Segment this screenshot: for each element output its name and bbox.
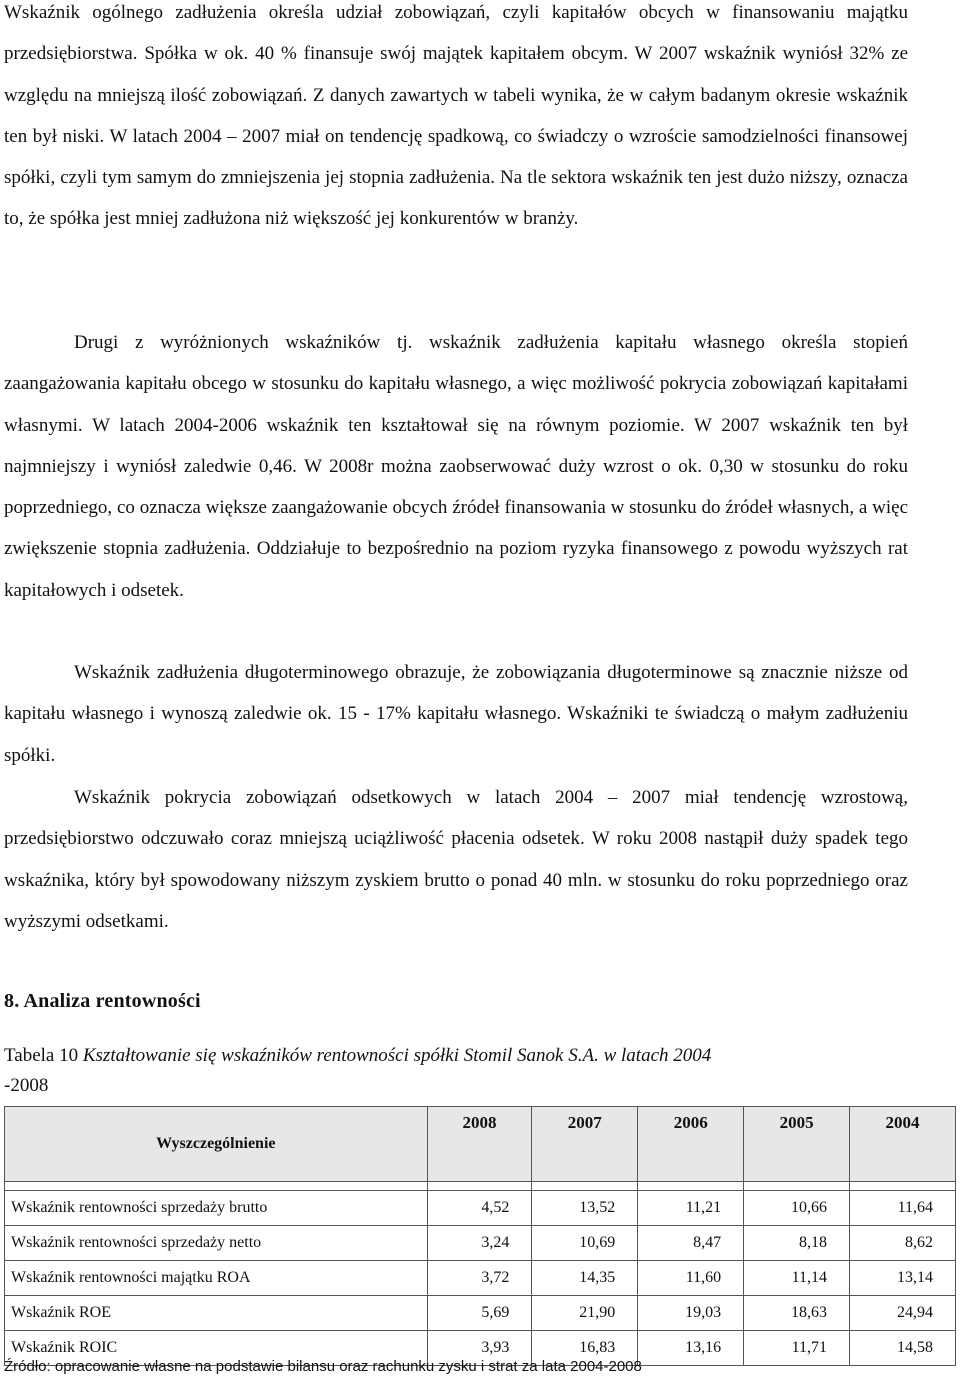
cell-value: 11,21: [638, 1191, 744, 1226]
profitability-table: [4, 1106, 956, 1366]
header-year: 2004: [850, 1107, 956, 1182]
cell-value: 4,52: [427, 1191, 532, 1226]
header-year: 2008: [427, 1107, 532, 1182]
caption-suffix: -2008: [4, 1075, 49, 1096]
paragraph-equity-debt-ratio: Drugi z wyróżnionych wskaźników tj. wskaźnik zadłużenia kapitału własnego określa stopień zaangażowania kapitału obcego w stosunku do kapitału własnego, a więc możliwość pokrycia zobowiązań kapitałami własnymi. W latach 2004-2006 wskaźnik ten kształtował się na równym poziomie. W 2007 wskaźnik ten był najmniejszy i wyniósł zaledwie 0,46. W 2008r można zaobserwować duży wzrost o ok. 0,30 w stosunku do roku poprzedniego, co oznacza większe zaangażowanie obcych źródeł finansowania w stosunku do źródeł własnych, a więc zwiększenie stopnia zadłużenia. Oddziałuje to bezpośrednio na poziom ryzyka finansowego z powodu wyższych rat kapitałowych i odsetek.: [4, 332, 908, 601]
table-header-row: [5, 1107, 956, 1182]
cell-value: 11,64: [850, 1191, 956, 1226]
cell-value: 24,94: [850, 1296, 956, 1331]
cell-value: 13,14: [850, 1261, 956, 1296]
header-year: 2006: [638, 1107, 744, 1182]
table-caption: [4, 1041, 904, 1101]
row-label: Wskaźnik rentowności majątku ROA: [5, 1261, 428, 1296]
table-row: [5, 1261, 956, 1296]
caption-prefix: Tabela 10: [4, 1045, 79, 1066]
cell-value: 8,62: [850, 1226, 956, 1261]
cell-value: 3,93: [427, 1331, 532, 1366]
cell-value: 11,14: [744, 1261, 850, 1296]
cell-value: 18,63: [744, 1296, 850, 1331]
header-year: 2005: [744, 1107, 850, 1182]
table-row: [5, 1226, 956, 1261]
table-row: [5, 1296, 956, 1331]
row-label: Wskaźnik ROIC: [5, 1331, 428, 1366]
section-title: 8. Analiza rentowności: [4, 990, 201, 1012]
cell-value: 3,24: [427, 1226, 532, 1261]
cell-value: 3,72: [427, 1261, 532, 1296]
cell-value: 5,69: [427, 1296, 532, 1331]
cell-value: 8,18: [744, 1226, 850, 1261]
cell-value: 13,52: [532, 1191, 638, 1226]
paragraph-interest-coverage: Wskaźnik pokrycia zobowiązań odsetkowych w latach 2004 – 2007 miał tendencję wzrostową, przedsiębiorstwo odczuwało coraz mniejszą uciążliwość płacenia odsetek. W roku 2008 nastąpił duży spadek tego wskaźnika, który był spowodowany niższym zyskiem brutto o ponad 40 mln. w stosunku do roku poprzedniego oraz wyższymi odsetkami.: [4, 787, 908, 932]
cell-value: 13,16: [638, 1331, 744, 1366]
paragraph-long-term-debt: Wskaźnik zadłużenia długoterminowego obrazuje, że zobowiązania długoterminowe są znacznie niższe od kapitału własnego i wynoszą zaledwie ok. 15 - 17% kapitału własnego. Wskaźniki te świadczą o małym zadłużeniu spółki.: [4, 662, 908, 766]
header-year: 2007: [532, 1107, 638, 1182]
cell-value: 14,35: [532, 1261, 638, 1296]
caption-title: Kształtowanie się wskaźników rentowności spółki Stomil Sanok S.A. w latach 2004: [82, 1045, 712, 1066]
cell-value: 16,83: [532, 1331, 638, 1366]
row-label: Wskaźnik rentowności sprzedaży netto: [5, 1226, 428, 1261]
cell-value: 14,58: [850, 1331, 956, 1366]
cell-value: 10,66: [744, 1191, 850, 1226]
table-spacer: [5, 1182, 956, 1191]
source-note: Źródło: opracowanie własne na podstawie bilansu oraz rachunku zysku i strat za lata 2004-2008: [4, 1358, 642, 1375]
cell-value: 21,90: [532, 1296, 638, 1331]
cell-value: 8,47: [638, 1226, 744, 1261]
header-label: Wyszczególnienie: [5, 1107, 428, 1182]
paragraph-debt-ratio: Wskaźnik ogólnego zadłużenia określa udział zobowiązań, czyli kapitałów obcych w finansowaniu majątku przedsiębiorstwa. Spółka w ok. 40 % finansuje swój majątek kapitałem obcym. W 2007 wskaźnik wyniósł 32% ze względu na mniejszą ilość zobowiązań. Z danych zawartych w tabeli wynika, że w całym badanym okresie wskaźnik ten był niski. W latach 2004 – 2007 miał on tendencję spadkową, co świadczy o wzroście samodzielności finansowej spółki, czyli tym samym do zmniejszenia jej stopnia zadłużenia. Na tle sektora wskaźnik ten jest dużo niższy, oznacza to, że spółka jest mniej zadłużona niż większość jej konkurentów w branży.: [4, 2, 908, 230]
cell-value: 19,03: [638, 1296, 744, 1331]
cell-value: 11,71: [744, 1331, 850, 1366]
cell-value: 11,60: [638, 1261, 744, 1296]
cell-value: 10,69: [532, 1226, 638, 1261]
table-row: [5, 1191, 956, 1226]
row-label: Wskaźnik ROE: [5, 1296, 428, 1331]
row-label: Wskaźnik rentowności sprzedaży brutto: [5, 1191, 428, 1226]
